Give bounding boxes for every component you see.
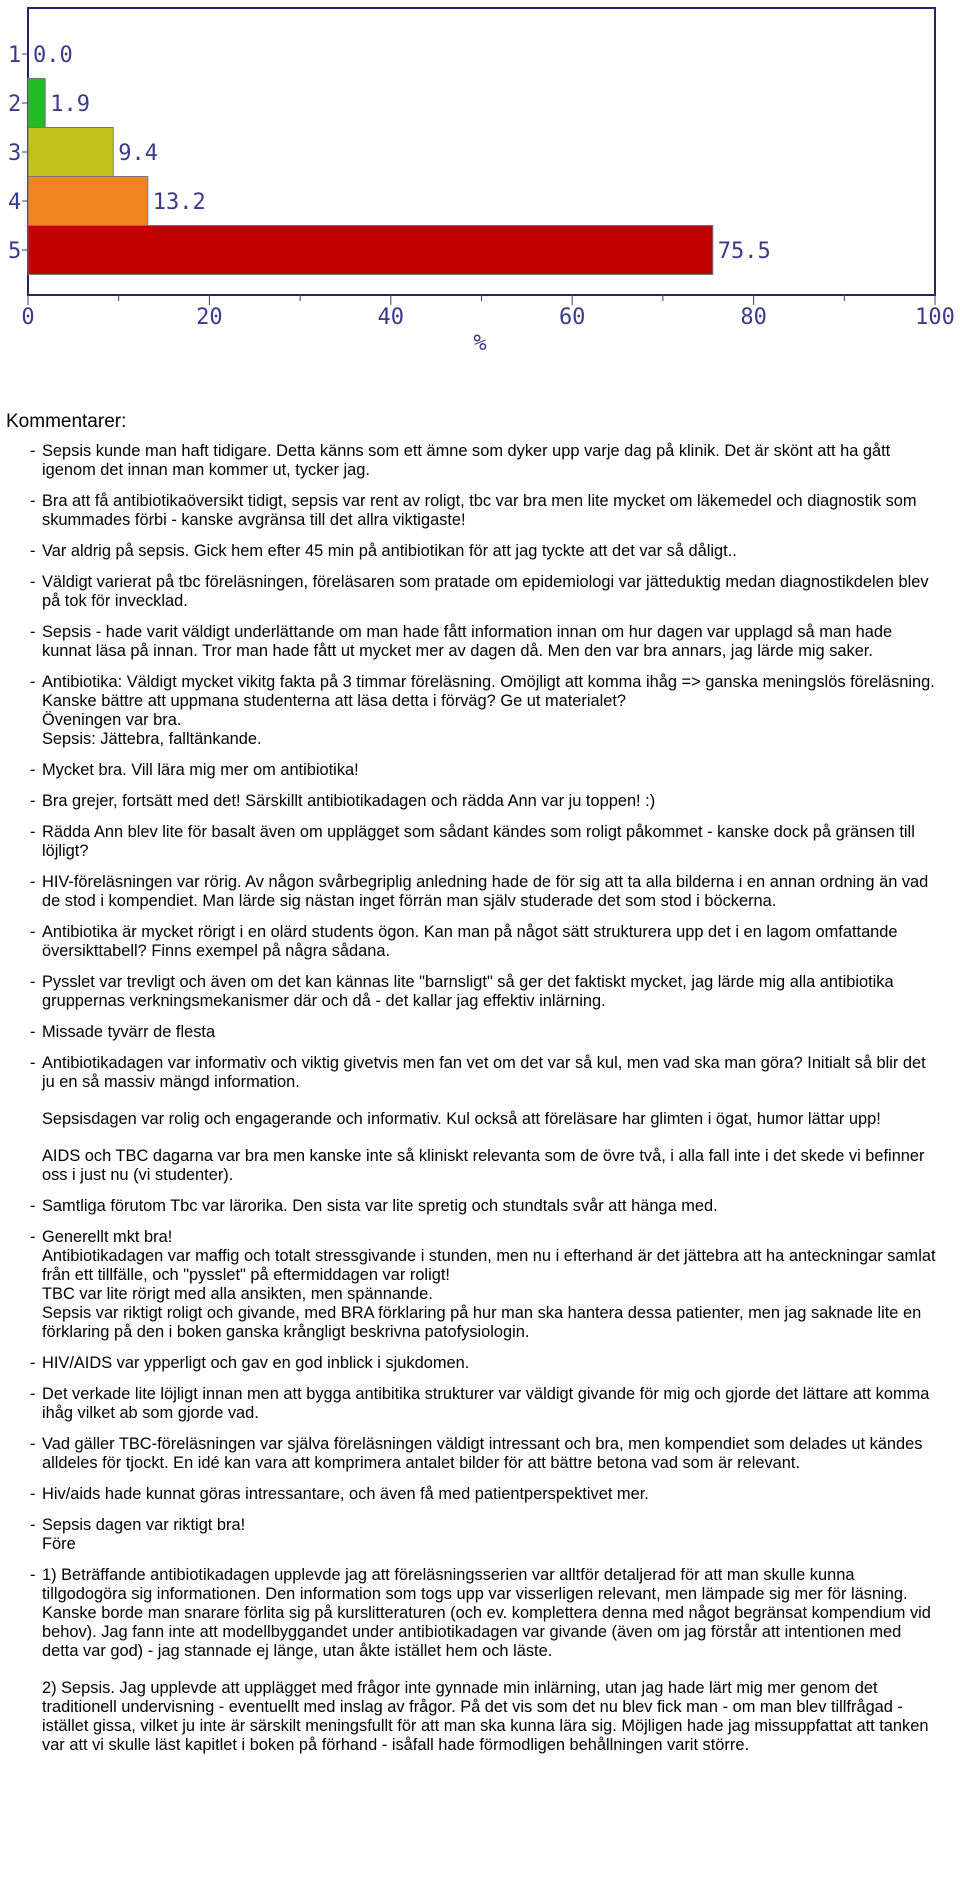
x-tick-label-40: 40: [377, 305, 405, 330]
comment-paragraph: - 1) Beträffande antibiotikadagen upplevde jag att föreläsningsserien var alltför detaljerad för att man skulle kunna tillgodogöra sig informationen. Den information som togs upp var visserligen relevant, men lämpade sig mer för läsning. Kanske borde man snarare förlita sig på kurslitteraturen (och ev. komplettera denna med något begränsat kompendium vid behov). Jag fann inte att modellbyggandet under antibiotikadagen var givande (även om jag förstår att intentionen med detta var god) - jag stannade ej länge, utan åkte istället hem och läste.: [42, 1566, 931, 1660]
comment-paragraph: - Var aldrig på sepsis. Gick hem efter 45 min på antibiotikan för att jag tyckte att det var så dåligt..: [42, 542, 737, 560]
category-label-3: 3: [8, 141, 22, 166]
comment-list: [0, 442, 960, 1755]
category-label-4: 4: [8, 190, 22, 215]
bar-5: [28, 226, 713, 275]
comment-item: [30, 1354, 942, 1373]
category-labels: [8, 43, 28, 264]
comment-paragraph: - Det verkade lite löjligt innan men att bygga antibitika strukturer var väldigt givande för mig och gjorde det lättare att komma ihåg vilket ab som gjorde vad.: [42, 1385, 930, 1422]
comment-item: [30, 442, 942, 480]
bar-3: [28, 128, 113, 177]
comments-section: [0, 412, 960, 1767]
value-label-2: 1.9: [50, 92, 90, 117]
comment-paragraph: - Rädda Ann blev lite för basalt även om upplägget som sådant kändes som roligt påkommet - kanske dock på gränsen till löjligt?: [42, 823, 915, 860]
comment-item: [30, 761, 942, 780]
x-tick-label-80: 80: [740, 305, 767, 330]
comment-paragraph: - Antibiotika: Väldigt mycket vikitg fakta på 3 timmar föreläsning. Omöjligt att komma ihåg => ganska meningslös föreläsning. Kanske bättre att uppmana studenterna att läsa detta i förväg? Ge ut materialet? Öveningen var bra. Sepsis: Jättebra, falltänkande.: [42, 673, 935, 748]
comment-paragraph: Sepsisdagen var rolig och engagerande och informativ. Kul också att föreläsare har glimten i ögat, humor lättar upp!: [42, 1110, 881, 1128]
comment-paragraph: - Missade tyvärr de flesta: [42, 1023, 216, 1041]
comment-paragraph: - Generellt mkt bra! Antibiotikadagen var maffig och totalt stressgivande i stunden, men nu i efterhand är det jättebra att ha anteckningar samlat från ett tillfälle, och "pysslet" på eftermiddagen var roligt! TBC var lite rörigt med alla ansikten, men spännande. Sepsis var riktigt roligt och givande, med BRA förklaring på hur man ska hantera dessa patienter, men jag saknade lite en förklaring på den i boken ganska krångligt beskrivna patofysiologin.: [42, 1228, 936, 1341]
comment-paragraph: - Mycket bra. Vill lära mig mer om antibiotika!: [42, 761, 359, 779]
value-label-1: 0.0: [33, 43, 73, 68]
x-tick-label-60: 60: [558, 305, 586, 330]
value-label-3: 9.4: [118, 141, 159, 166]
bar-2: [28, 79, 45, 128]
comment-paragraph: - Sepsis - hade varit väldigt underlättande om man hade fått information innan om hur dagen var upplagd så man hade kunnat läsa på innan. Tror man hade fått ut mycket mer av dagen då. Men den var bra annars, jag lärde mig saker.: [42, 623, 893, 660]
comment-item: [30, 623, 942, 661]
category-label-5: 5: [8, 239, 22, 264]
comment-item: [30, 542, 942, 561]
comment-item: [30, 673, 942, 749]
comment-paragraph: - Vad gäller TBC-föreläsningen var själva föreläsningen väldigt intressant och bra, men kompendiet som delades ut kändes alldeles för tjockt. En idé kan vara att komprimera antalet bilder för att bättre betona vad som är relevant.: [42, 1435, 923, 1472]
comment-paragraph: - Samtliga förutom Tbc var lärorika. Den sista var lite spretig och stundtals svår att hänga med.: [42, 1197, 718, 1215]
comment-item: [30, 1385, 942, 1423]
x-tick-label-20: 20: [196, 305, 223, 330]
value-label-5: 75.5: [717, 239, 771, 264]
comment-item: [30, 973, 942, 1011]
comment-item: [30, 573, 942, 611]
comment-item: [30, 1197, 942, 1216]
x-axis-label: %: [473, 331, 487, 356]
bar-4: [28, 177, 148, 226]
comment-paragraph: - Väldigt varierat på tbc föreläsningen, föreläsaren som pratade om epidemiologi var jätteduktig medan diagnostikdelen blev på tok för invecklad.: [42, 573, 929, 610]
comment-item: [30, 873, 942, 911]
category-label-1: 1: [8, 43, 22, 68]
comment-item: [30, 1516, 942, 1554]
comment-item: [30, 1485, 942, 1504]
comment-item: [30, 1054, 942, 1185]
comment-paragraph: - Antibiotika är mycket rörigt i en olärd students ögon. Kan man på något sätt strukturera upp det i en lagom omfattande översikttabell? Finns exempel på några sådana.: [42, 923, 898, 960]
comment-item: [30, 1566, 942, 1755]
comment-paragraph: - Bra grejer, fortsätt med det! Särskillt antibiotikadagen och rädda Ann var ju toppen! :): [42, 792, 656, 810]
comment-paragraph: - Bra att få antibiotikaöversikt tidigt, sepsis var rent av roligt, tbc var bra men lite mycket om läkemedel och diagnostik som skummades förbi - kanske avgränsa till det allra viktigaste!: [42, 492, 917, 529]
comment-item: [30, 923, 942, 961]
comment-paragraph: - Hiv/aids hade kunnat göras intressantare, och även få med patientperspektivet mer.: [42, 1485, 649, 1503]
comment-item: [30, 492, 942, 530]
comment-item: [30, 792, 942, 811]
comment-paragraph: - Sepsis kunde man haft tidigare. Detta känns som ett ämne som dyker upp varje dag på klinik. Det är skönt att ha gått igenom det innan man kommer ut, tycker jag.: [42, 442, 891, 479]
comment-paragraph: - HIV-föreläsningen var rörig. Av någon svårbegriplig anledning hade de för sig att ta alla bilderna i en annan ordning än vad de stod i kompendiet. Man lärde sig nästan inget förrän man själv studerade det som stod i böckerna.: [42, 873, 929, 910]
bars-group: [28, 79, 713, 275]
comment-paragraph: 2) Sepsis. Jag upplevde att upplägget med frågor inte gynnade min inlärning, utan jag hade lärt mig mer genom det traditionell undervisning - eventuellt med inslag av frågor. På det vis som det nu blev fick man - om man blev tillfrågad - istället gissa, vilket ju inte är särskilt meningsfullt för att man ska kunna lära sig. Möjligen hade jag missuppfattat att tanken var att vi skulle läst kapitlet i boken på förhand - isåfall hade förmodligen behållningen varit större.: [42, 1679, 929, 1754]
category-label-2: 2: [8, 92, 22, 117]
value-label-4: 13.2: [152, 190, 206, 215]
bar-chart: [0, 0, 960, 370]
x-tick-label-0: 0: [21, 305, 35, 330]
comment-paragraph: - Antibiotikadagen var informativ och viktig givetvis men fan vet om det var så kul, men vad ska man göra? Initialt så blir det ju en så massiv mängd information.: [42, 1054, 926, 1091]
comment-item: [30, 1228, 942, 1342]
comment-item: [30, 1435, 942, 1473]
x-tick-label-100: 100: [915, 305, 955, 330]
comment-item: [30, 1023, 942, 1042]
x-axis-ticks: [21, 295, 955, 330]
comment-item: [30, 823, 942, 861]
comment-paragraph: - Pysslet var trevligt och även om det kan kännas lite "barnsligt" så ger det faktiskt mycket, jag lärde mig alla antibiotika gruppernas verkningsmekanismer där och då - det kallar jag effektiv inlärning.: [42, 973, 894, 1010]
comment-paragraph: AIDS och TBC dagarna var bra men kanske inte så kliniskt relevanta som de övre två, i alla fall inte i det skede vi befinner oss i just nu (vi studenter).: [42, 1147, 925, 1184]
comment-paragraph: - HIV/AIDS var ypperligt och gav en god inblick i sjukdomen.: [42, 1354, 470, 1372]
comments-heading: Kommentarer:: [6, 411, 127, 432]
comment-paragraph: - Sepsis dagen var riktigt bra! Före: [42, 1516, 246, 1553]
